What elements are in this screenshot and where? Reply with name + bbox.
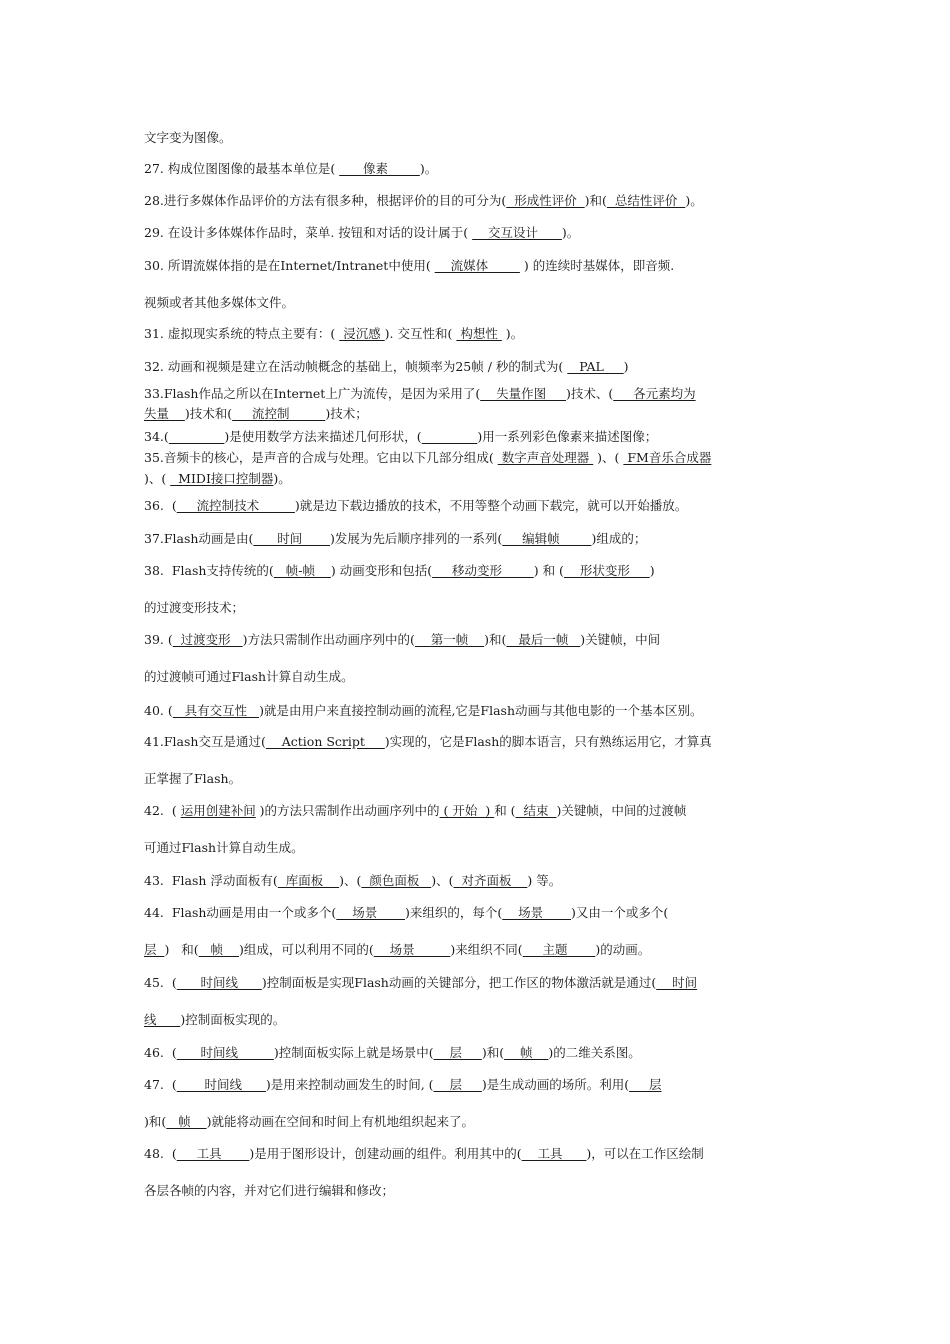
question-text: )技术和( (184, 406, 233, 421)
text-line (144, 873, 808, 889)
question-text: 34.( (144, 429, 169, 444)
question-text: ) 的连续时基媒体，即音频. (519, 258, 675, 273)
answer-blank (169, 429, 225, 444)
question-text: )。 (273, 471, 291, 486)
answer-blank: 各元素均为 (613, 386, 696, 401)
question-text: )来组织不同( (450, 942, 523, 957)
answer-blank: 时间 (656, 975, 698, 990)
answer-blank: 时间线 (176, 1045, 274, 1060)
question-text: )组成，可以利用不同的( (238, 942, 374, 957)
answer-blank: 运用创建补间 (180, 803, 256, 818)
question-text: )。 (685, 193, 703, 208)
question-text: )、( (144, 471, 171, 486)
text-line (144, 734, 808, 750)
answer-blank: 移动变形 (432, 563, 534, 578)
text-line (144, 471, 808, 487)
question-text: 正掌握了Flash。 (144, 771, 242, 786)
question-text: )发展为先后顺序排列的一系列( (330, 531, 503, 546)
question-text: )的动画。 (595, 942, 651, 957)
answer-blank: 工具 (176, 1146, 250, 1161)
answer-blank: Action Script (265, 734, 385, 749)
question-text: 和 ( (494, 803, 516, 818)
question-text: )和( (484, 632, 507, 647)
text-line (144, 326, 808, 342)
question-text: 28.进行多媒体作品评价的方法有很多种，根据评价的目的可分为( (144, 193, 507, 208)
question-text: )是生成动画的场所。利用( (481, 1077, 630, 1092)
question-text: ) (623, 359, 629, 374)
answer-blank: 层 (433, 1077, 482, 1092)
question-text: 27. 构成位图图像的最基本单位是( (144, 161, 340, 176)
question-text: )就能将动画在空间和时间上有机地组织起来了。 (206, 1114, 474, 1129)
question-text: )组成的； (591, 531, 647, 546)
text-line (144, 498, 808, 514)
question-text: )技术； (325, 406, 368, 421)
text-line (144, 1114, 808, 1130)
question-text: )控制面板实际上就是场景中( (273, 1045, 434, 1060)
question-text: )关键帧，中间的过渡帧 (556, 803, 687, 818)
question-text: )实现的，它是Flash的脚本语言，只有熟练运用它，才算真 (384, 734, 712, 749)
question-text: )和( (144, 1114, 167, 1129)
question-text: )关键帧，中间 (580, 632, 661, 647)
answer-blank: 层 (433, 1045, 482, 1060)
question-text: 47. ( (144, 1077, 177, 1092)
question-text: )控制面板是实现Flash动画的关键部分，把工作区的物体激活就是通过( (261, 975, 657, 990)
answer-blank: 场景 (373, 942, 451, 957)
question-text: ) 和( (164, 942, 199, 957)
answer-blank: 最后一帧 (506, 632, 581, 647)
question-text: ). 交互性和( (384, 326, 457, 341)
question-text: 的过渡变形技术； (144, 600, 245, 615)
text-line (144, 406, 808, 422)
text-line (144, 258, 808, 274)
question-text: )。 (561, 225, 580, 240)
question-text: 29. 在设计多体媒体作品时，菜单. 按钮和对话的设计属于( (144, 225, 473, 240)
question-text: 视频或者其他多媒体文件。 (144, 295, 295, 310)
text-line (144, 905, 808, 921)
question-text: )是使用数学方法来描述几何形状，( (224, 429, 422, 444)
text-line (144, 386, 808, 402)
question-text: 可通过Flash计算自动生成。 (144, 840, 304, 855)
text-line (144, 632, 808, 648)
answer-blank: 具有交互性 (172, 703, 260, 718)
question-text: )、( (593, 450, 624, 465)
text-line (144, 1183, 808, 1199)
question-text: )方法只需制作出动画序列中的( (242, 632, 415, 647)
question-text: )。 (419, 161, 438, 176)
text-line (144, 1045, 808, 1061)
answer-blank: 过渡变形 (172, 632, 243, 647)
answer-blank: 工具 (521, 1146, 587, 1161)
answer-blank: MIDI接口控制器 (170, 471, 274, 486)
answer-blank: 流媒体 (434, 258, 520, 273)
question-text: 39. ( (144, 632, 173, 647)
answer-blank: 层 (629, 1077, 662, 1092)
answer-blank: 颜色面板 (361, 873, 432, 888)
answer-blank: 构想性 (456, 326, 502, 341)
answer-blank: 浸沉感 (339, 326, 385, 341)
question-text: )和( (481, 1045, 505, 1060)
question-text: )是用来控制动画发生的时间, ( (265, 1077, 434, 1092)
question-text: 30. 所谓流媒体指的是在Internet/Intranet中使用( (144, 258, 435, 273)
answer-blank: 主题 (522, 942, 596, 957)
question-text: )又由一个或多个( (571, 905, 669, 920)
answer-blank: 第一帧 (414, 632, 485, 647)
question-text: 35.音频卡的核心，是声音的合成与处理。它由以下几部分组成( (144, 450, 498, 465)
text-line (144, 803, 808, 819)
text-line (144, 942, 808, 958)
answer-blank: 时间线 (176, 975, 262, 990)
answer-blank: 帧 (198, 942, 239, 957)
answer-blank: 失量作图 (480, 386, 566, 401)
question-text: 31. 虚拟现实系统的特点主要有：( (144, 326, 340, 341)
answer-blank: ( 开始 ) (439, 803, 495, 818)
answer-blank: 帧 (504, 1045, 549, 1060)
text-line (144, 771, 808, 787)
question-text: ) 和 ( (533, 563, 564, 578)
text-line (144, 531, 808, 547)
answer-blank: 对齐面板 (453, 873, 528, 888)
answer-blank: 像素 (339, 161, 420, 176)
question-text: 43. Flash 浮动面板有( (144, 873, 278, 888)
question-text: 文字变为图像。 (144, 130, 232, 145)
answer-blank (422, 429, 478, 444)
text-line (144, 669, 808, 685)
text-line (144, 1146, 808, 1162)
text-line (144, 193, 808, 209)
question-text: 33.Flash作品之所以在Internet上广为流传，是因为采用了( (144, 386, 481, 401)
text-line (144, 161, 808, 177)
answer-blank: 时间线 (176, 1077, 266, 1092)
question-text: ) 动画变形和包括( (330, 563, 433, 578)
answer-blank: 流控制 (232, 406, 326, 421)
question-text: )是用于图形设计，创建动画的组件。利用其中的( (249, 1146, 522, 1161)
text-line (144, 840, 808, 856)
answer-blank: 编辑帧 (502, 531, 592, 546)
question-text: ) 等。 (527, 873, 562, 888)
answer-blank: 流控制技术 (176, 498, 295, 513)
question-text: 41.Flash交互是通过( (144, 734, 266, 749)
text-line (144, 703, 808, 719)
question-text: 32. 动画和视频是建立在活动帧概念的基础上，帧频率为25帧 / 秒的制式为( (144, 359, 568, 374)
answer-blank: 结束 (515, 803, 557, 818)
text-line (144, 563, 808, 579)
answer-blank: 数字声音处理器 (497, 450, 594, 465)
text-line (144, 359, 808, 375)
question-text: 各层各帧的内容，并对它们进行编辑和修改； (144, 1183, 395, 1198)
question-text: 37.Flash动画是由( (144, 531, 254, 546)
question-text: 42. ( (144, 803, 181, 818)
answer-blank: 库面板 (277, 873, 340, 888)
answer-blank: 线 (144, 1012, 181, 1027)
text-line (144, 1012, 808, 1028)
question-text: 45. ( (144, 975, 177, 990)
answer-blank: 失量 (144, 406, 185, 421)
answer-blank: 形状变形 (563, 563, 650, 578)
answer-blank: 层 (144, 942, 165, 957)
answer-blank: 时间 (253, 531, 331, 546)
question-text: )的二维关系图。 (548, 1045, 641, 1060)
answer-blank: 形成性评价 (506, 193, 585, 208)
answer-blank: 场景 (336, 905, 406, 920)
answer-blank: 总结性评价 (606, 193, 686, 208)
question-text: 36. ( (144, 498, 177, 513)
answer-blank: 交互设计 (472, 225, 562, 240)
question-text: ) (649, 563, 655, 578)
text-line (144, 295, 808, 311)
question-text: )，可以在工作区绘制 (586, 1146, 704, 1161)
answer-blank: 帧 (166, 1114, 207, 1129)
question-text: )控制面板实现的。 (180, 1012, 286, 1027)
question-text: 的过渡帧可通过Flash计算自动生成。 (144, 669, 354, 684)
question-text: )来组织的，每个( (405, 905, 503, 920)
question-text: )用一系列彩色像素来描述图像； (477, 429, 658, 444)
text-line (144, 450, 808, 466)
question-text: )、( (431, 873, 454, 888)
answer-blank: 场景 (502, 905, 571, 920)
question-text: )。 (501, 326, 524, 341)
question-text: )、( (339, 873, 362, 888)
text-line (144, 130, 808, 146)
text-line (144, 975, 808, 991)
question-text: )就是边下载边播放的技术，不用等整个动画下载完，就可以开始播放。 (294, 498, 688, 513)
answer-blank: PAL (567, 359, 624, 374)
text-line (144, 225, 808, 241)
question-text: 44. Flash动画是用由一个或多个( (144, 905, 337, 920)
question-text: 40. ( (144, 703, 173, 718)
question-text: 48. ( (144, 1146, 177, 1161)
question-text: )的方法只需制作出动画序列中的 (255, 803, 440, 818)
answer-blank: 帧-帧 (273, 563, 331, 578)
question-text: 38. Flash支持传统的( (144, 563, 274, 578)
question-text: 46. ( (144, 1045, 177, 1060)
text-line (144, 1077, 808, 1093)
text-line (144, 429, 808, 445)
text-line (144, 600, 808, 616)
question-text: )就是由用户来直接控制动画的流程,它是Flash动画与其他电影的一个基本区别。 (259, 703, 703, 718)
answer-blank: FM音乐合成器 (623, 450, 712, 465)
question-text: )技术、( (565, 386, 614, 401)
question-text: )和( (584, 193, 607, 208)
